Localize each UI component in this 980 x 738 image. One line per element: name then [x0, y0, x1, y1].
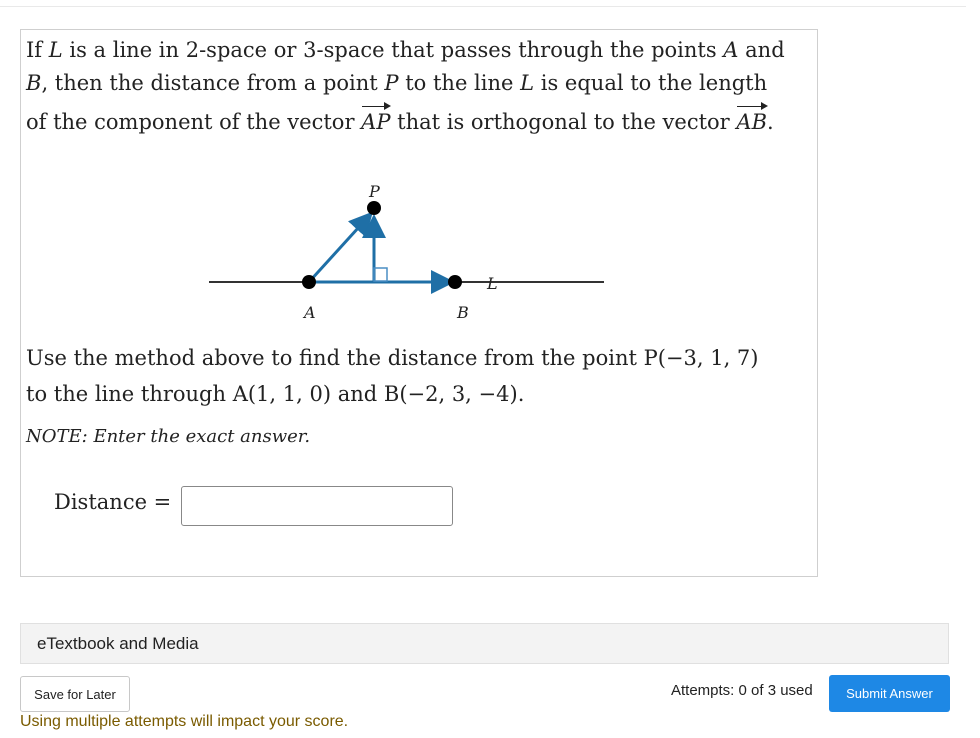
label-P: P	[369, 182, 380, 201]
intro-text: is a line in 2-space or 3-space that passes through the points	[62, 38, 724, 62]
point-A-coords: A(1, 1, 0)	[232, 382, 332, 406]
task-line-2	[26, 377, 524, 412]
vector-AP-arrow	[309, 216, 369, 282]
task-text: .	[517, 382, 525, 406]
vector-AP: AP	[361, 105, 390, 140]
point-P-coords: P(−3, 1, 7)	[643, 346, 759, 370]
attempts-counter: Attempts: 0 of 3 used	[671, 682, 813, 699]
var-L: L	[48, 38, 63, 62]
intro-text: If	[26, 38, 49, 62]
point-P	[367, 201, 381, 215]
vector-AB: AB	[736, 105, 767, 140]
intro-text: is equal to the length	[534, 71, 768, 95]
point-B	[448, 275, 462, 289]
var-L: L	[520, 71, 535, 95]
attempts-warning: Using multiple attempts will impact your score.	[20, 713, 349, 730]
top-divider	[0, 6, 966, 7]
intro-text: of the component of the vector	[26, 110, 362, 134]
intro-text: to the line	[398, 71, 521, 95]
var-P: P	[384, 71, 399, 95]
right-angle-mark	[374, 268, 387, 281]
task-text: Use the method above to find the distance from the point	[26, 346, 644, 370]
etextbook-media-panel[interactable]: eTextbook and Media	[20, 623, 949, 664]
label-L: L	[487, 274, 498, 293]
intro-text: that is orthogonal to the vector	[390, 110, 737, 134]
intro-text: , then the distance from a point	[41, 71, 385, 95]
distance-input[interactable]	[181, 486, 453, 526]
task-text: and	[331, 382, 384, 406]
var-B: B	[26, 71, 42, 95]
save-for-later-button[interactable]: Save for Later	[20, 676, 130, 712]
intro-text: and	[738, 38, 785, 62]
point-B-coords: B(−2, 3, −4)	[383, 382, 518, 406]
task-line-1	[26, 341, 759, 376]
question-panel	[20, 29, 818, 577]
distance-label: Distance =	[54, 490, 172, 514]
label-A: A	[304, 303, 316, 322]
projection-diagram	[21, 30, 819, 350]
point-A	[302, 275, 316, 289]
task-text: to the line through	[26, 382, 233, 406]
intro-text: .	[767, 110, 774, 134]
label-B: B	[457, 303, 469, 322]
submit-answer-button[interactable]: Submit Answer	[829, 675, 950, 712]
var-A: A	[723, 38, 739, 62]
note-text: NOTE: Enter the exact answer.	[26, 426, 311, 447]
